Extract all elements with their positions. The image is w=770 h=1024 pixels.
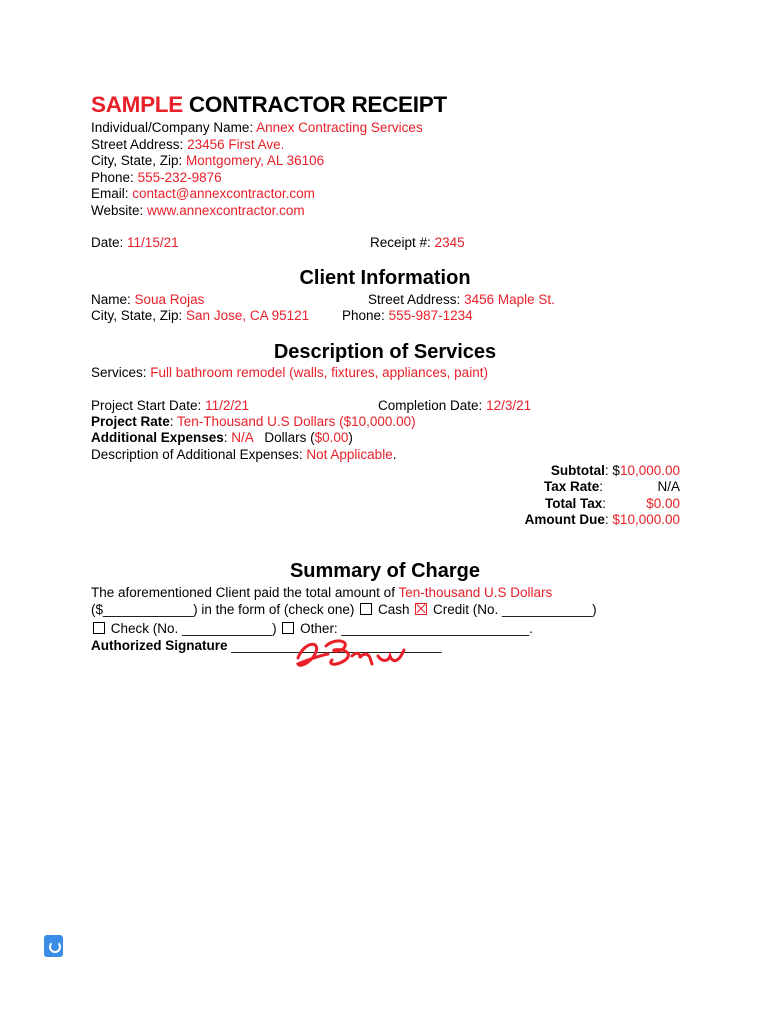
website-value[interactable]: www.annexcontractor.com bbox=[147, 202, 305, 218]
additional-desc-period: . bbox=[392, 446, 397, 462]
client-name-label: Name: bbox=[91, 291, 131, 307]
other-checkbox[interactable] bbox=[282, 622, 294, 634]
client-city-label: City, State, Zip: bbox=[91, 308, 183, 323]
project-rate-line: Project Rate: Ten-Thousand U.S Dollars ($10,000.00) bbox=[91, 413, 416, 429]
handwritten-signature bbox=[290, 634, 430, 674]
street-label: Street Address: bbox=[91, 136, 184, 152]
client-street-value: 3456 Maple St. bbox=[464, 291, 555, 307]
client-phone-value: 555-987-1234 bbox=[388, 308, 473, 323]
completion-date-label: Completion Date: bbox=[378, 397, 483, 413]
receipt-label: Receipt #: bbox=[370, 234, 431, 250]
credit-checkbox[interactable] bbox=[415, 603, 427, 615]
receipt-value: 2345 bbox=[434, 234, 465, 250]
client-name-value: Soua Rojas bbox=[134, 291, 205, 307]
cash-checkbox[interactable] bbox=[360, 603, 372, 615]
client-street-label: Street Address: bbox=[368, 291, 461, 307]
website-label: Website: bbox=[91, 202, 144, 218]
additional-desc-label: Description of Additional Expenses: bbox=[91, 446, 303, 462]
street-line bbox=[91, 137, 284, 154]
company-value: Annex Contracting Services bbox=[256, 120, 423, 135]
signature-underline[interactable]: ____________________________ bbox=[231, 638, 442, 653]
summary-line-1 bbox=[91, 585, 552, 602]
client-name-line bbox=[91, 292, 204, 309]
title-sample: SAMPLE bbox=[91, 92, 183, 117]
completion-date-value: 12/3/21 bbox=[486, 397, 532, 413]
additional-desc-line bbox=[91, 447, 396, 464]
check-checkbox[interactable] bbox=[93, 622, 105, 634]
client-heading: Client Information bbox=[299, 267, 471, 289]
cash-label: Cash bbox=[377, 602, 410, 617]
services-heading: Description of Services bbox=[273, 341, 497, 363]
summary-line-2 bbox=[91, 602, 597, 619]
project-rate-label: Project Rate bbox=[91, 413, 170, 429]
date-line bbox=[91, 235, 179, 252]
amount-due-value: $10,000.00 bbox=[612, 512, 680, 527]
total-tax-value: $0.00 bbox=[646, 495, 680, 511]
total-tax-label: Total Tax bbox=[545, 495, 603, 511]
completion-date-line bbox=[378, 398, 531, 415]
client-city-value: San Jose, CA 95121 bbox=[186, 308, 310, 323]
summary-text: The aforementioned Client paid the total amount of bbox=[91, 585, 395, 600]
company-label: Individual/Company Name: bbox=[91, 120, 254, 135]
phone-line bbox=[91, 170, 222, 187]
email-label: Email: bbox=[91, 186, 129, 201]
email-line bbox=[91, 186, 315, 203]
dollars-close: ) bbox=[348, 430, 353, 445]
company-line bbox=[91, 120, 423, 137]
tax-rate-label: Tax Rate bbox=[544, 479, 600, 494]
services-label: Services: bbox=[91, 365, 147, 380]
subtotal-line: Subtotal: $10,000.00 bbox=[550, 462, 680, 478]
tax-rate-value: N/A bbox=[657, 479, 680, 494]
client-phone-line bbox=[342, 308, 473, 325]
title-main: CONTRACTOR RECEIPT bbox=[188, 92, 447, 117]
city-line bbox=[91, 153, 324, 170]
credit-label: Credit (No. ____________) bbox=[433, 602, 597, 617]
dollars-label: Dollars ( bbox=[264, 430, 315, 445]
start-date-value: 11/2/21 bbox=[205, 397, 250, 413]
services-line bbox=[91, 365, 488, 382]
amount-due-line: Amount Due: $10,000.00 bbox=[524, 512, 680, 527]
start-date-line bbox=[91, 398, 249, 415]
subtotal-prefix: $ bbox=[612, 462, 620, 478]
additional-expenses-label: Additional Expenses bbox=[91, 430, 224, 445]
start-date-label: Project Start Date: bbox=[91, 397, 202, 413]
subtotal-label: Subtotal bbox=[550, 462, 605, 478]
tax-rate-line: Tax Rate: bbox=[544, 479, 604, 494]
additional-expenses-value: N/A bbox=[231, 430, 254, 445]
other-label: Other: _________________________. bbox=[300, 620, 533, 636]
summary-heading: Summary of Charge bbox=[289, 560, 481, 582]
check-label: Check (No. ____________) bbox=[110, 620, 277, 636]
signature-label: Authorized Signature bbox=[91, 638, 228, 653]
phone-value: 555-232-9876 bbox=[137, 169, 222, 185]
street-value: 23456 First Ave. bbox=[187, 136, 285, 152]
page-title bbox=[91, 92, 447, 118]
city-label: City, State, Zip: bbox=[91, 153, 183, 168]
website-line bbox=[91, 203, 305, 220]
additional-desc-value: Not Applicable bbox=[306, 446, 393, 462]
services-value: Full bathroom remodel (walls, fixtures, appliances, paint) bbox=[150, 365, 488, 380]
receipt-number-line bbox=[370, 235, 465, 252]
date-value: 11/15/21 bbox=[127, 234, 179, 250]
date-label: Date: bbox=[91, 234, 124, 250]
project-rate-value: Ten-Thousand U.S Dollars ($10,000.00) bbox=[177, 413, 416, 429]
client-city-line bbox=[91, 308, 309, 325]
total-tax-line: Total Tax: bbox=[545, 495, 607, 511]
client-phone-label: Phone: bbox=[342, 308, 385, 323]
additional-expenses-line: Additional Expenses: N/A Dollars ($0.00) bbox=[91, 430, 353, 445]
city-value: Montgomery, AL 36106 bbox=[186, 153, 325, 168]
phone-label: Phone: bbox=[91, 169, 134, 185]
summary-amount-words: Ten-thousand U.S Dollars bbox=[398, 585, 553, 600]
dollars-value: $0.00 bbox=[314, 430, 349, 445]
document-app-icon[interactable] bbox=[44, 935, 63, 957]
email-value[interactable]: contact@annexcontractor.com bbox=[132, 186, 315, 201]
subtotal-value: 10,000.00 bbox=[619, 462, 680, 478]
client-street-line bbox=[368, 292, 555, 309]
payment-form-text: ($____________) in the form of (check one) bbox=[91, 602, 355, 617]
amount-due-label: Amount Due bbox=[524, 512, 605, 527]
